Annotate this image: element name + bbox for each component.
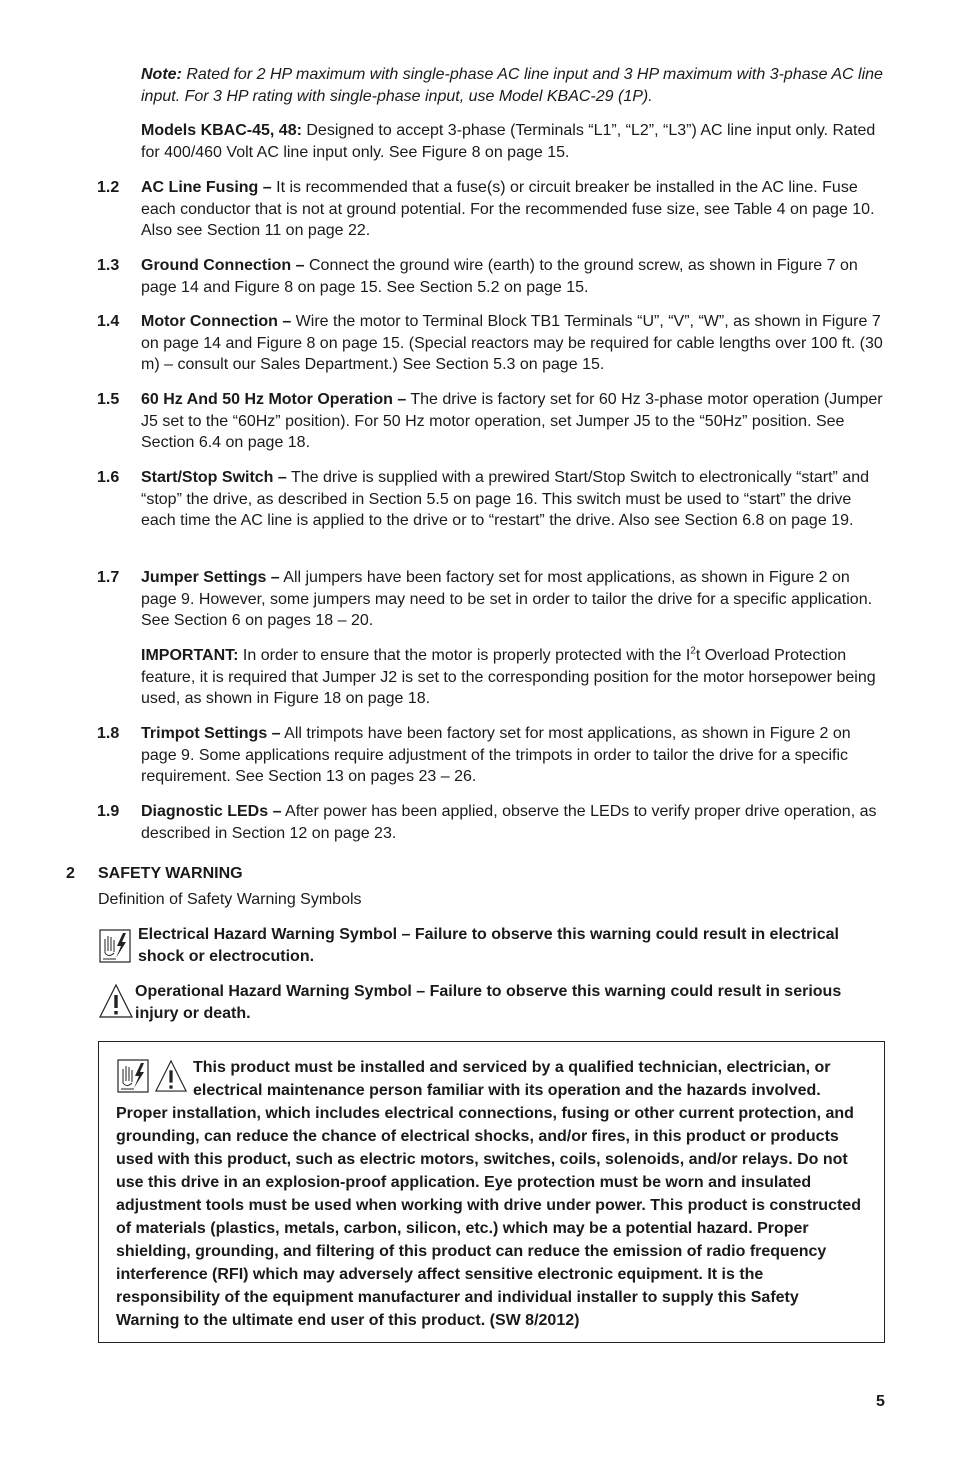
page-number: 5: [876, 1393, 885, 1410]
note-text: Rated for 2 HP maximum with single-phase AC line input and 3 HP maximum with 3-phase AC line input. For 3 HP rating with single-phase input, use Model KBAC-29 (1P).: [141, 66, 883, 105]
item-title: Diagnostic LEDs –: [141, 803, 282, 820]
item-number: 1.8: [97, 725, 120, 742]
electrical-hazard-text: Electrical Hazard Warning Symbol – Failure to observe this warning could result in electrical shock or electrocution.: [138, 926, 839, 965]
item-text: Connect the ground wire (earth) to the ground screw, as shown in Figure 7 on page 14 and Figure 8 on page 15. See Section 5.2 on page 15.: [141, 257, 858, 296]
safety-warning-body: Proper installation, which includes electrical connections, fusing or other current protection, and grounding, can reduce the chance of electrical shocks, and/or fires, in this product or products used with this product, such as electric motors, switches, coils, solenoids, and/or relays. Do not use this drive in an explosion-proof application. Eye protection must be worn and insulated adjustment tools must be used when working with drive under power. This product is constructed of materials (plastics, metals, carbon, silicon, etc.) which may be a potential hazard. Proper shielding, grounding, and filtering of this product can reduce the emission of radio frequency interference (RFI) which may adversely affect sensitive electronic equipment. It is the responsibility of the equipment manufacturer and individual installer to supply this Safety Warning to the ultimate end user of this product. (SW 8/2012): [116, 1105, 861, 1329]
item-title: AC Line Fusing –: [141, 179, 272, 196]
important-paragraph: [141, 645, 887, 710]
models-label: Models KBAC-45, 48:: [141, 122, 302, 139]
safety-warning-box: [98, 1041, 885, 1343]
item-title: Trimpot Settings –: [141, 725, 281, 742]
item-number: 1.3: [97, 257, 120, 274]
important-text-before: In order to ensure that the motor is properly protected with the I: [242, 647, 691, 664]
item-number: 1.6: [97, 469, 120, 486]
item-title: Motor Connection –: [141, 313, 292, 330]
symbols-definition: Definition of Safety Warning Symbols: [98, 891, 362, 908]
item-title: Jumper Settings –: [141, 569, 280, 586]
item-title: Ground Connection –: [141, 257, 305, 274]
electrical-hazard-icon: [99, 929, 131, 963]
important-label: IMPORTANT:: [141, 647, 239, 664]
item-number: 1.9: [97, 803, 120, 820]
item-title: 60 Hz And 50 Hz Motor Operation –: [141, 391, 407, 408]
item-number: 1.5: [97, 391, 120, 408]
warning-triangle-icon: [99, 983, 133, 1019]
electrical-hazard-row: [98, 924, 887, 968]
models-text: Designed to accept 3-phase (Terminals “L1”, “L2”, “L3”) AC line input only. Rated for 400/460 Volt AC line input only. See Figure 8 on page 15.: [141, 122, 876, 161]
item-text: All jumpers have been factory set for most applications, as shown in Figure 2 on page 9. However, some jumpers may need to be set in order to tailor the drive for a specific application. See Section 6 on pages 18 – 20.: [141, 569, 873, 630]
operational-hazard-text: Operational Hazard Warning Symbol – Failure to observe this warning could result in serious injury or death.: [135, 983, 842, 1022]
item-text: After power has been applied, observe the LEDs to verify proper drive operation, as described in Section 12 on page 23.: [141, 803, 877, 842]
item-text: It is recommended that a fuse(s) or circuit breaker be installed in the AC line. Fuse each conductor that is not at ground potential. For the recommended fuse size, see Table 4 on page 10. Also see Section 11 on page 22.: [141, 179, 875, 240]
section-title: SAFETY WARNING: [98, 865, 243, 882]
important-superscript: 2: [690, 645, 696, 657]
item-title: Start/Stop Switch –: [141, 469, 287, 486]
operational-hazard-row: [98, 981, 887, 1025]
item-text: The drive is factory set for 60 Hz 3-phase motor operation (Jumper J5 set to the “60Hz” position). For 50 Hz motor operation, set Jumper J5 to the “50Hz” position. See Section 6.4 on page 18.: [141, 391, 883, 452]
models-paragraph: [141, 120, 887, 163]
safety-warning-text: [116, 1056, 866, 1332]
note-paragraph: [141, 64, 887, 107]
note-label: Note:: [141, 66, 182, 83]
item-number: 1.4: [97, 313, 120, 330]
item-number: 1.7: [97, 569, 120, 586]
safety-warning-lead: This product must be installed and serviced by a qualified technician, electrician, or electrical maintenance person familiar with its operation and the hazards involved.: [193, 1059, 831, 1099]
item-text: All trimpots have been factory set for most applications, as shown in Figure 2 on page 9. Some applications require adjustment of the trimpots in order to tailor the drive for a specific requirement. See Section 13 on pages 23 – 26.: [141, 725, 851, 786]
important-text-after: t Overload Protection feature, it is required that Jumper J2 is set to the corresponding position for the motor horsepower being used, as shown in Figure 18 on page 18.: [141, 647, 876, 708]
item-text: Wire the motor to Terminal Block TB1 Terminals “U”, “V”, “W”, as shown in Figure 7 on page 14 and Figure 8 on page 15. (Special reactors may be required for cable lengths over 100 ft. (30 m) – consult our Sales Department.) See Section 5.3 on page 15.: [141, 313, 883, 374]
item-number: 1.2: [97, 179, 120, 196]
section-number: 2: [66, 865, 75, 882]
item-text: The drive is supplied with a prewired Start/Stop Switch to electronically “start” and “stop” the drive, as described in Section 5.5 on page 16. This switch must be used to “start” the drive each time the AC line is applied to the drive or to “restart” the drive. Also see Section 6.8 on page 19.: [141, 469, 869, 530]
